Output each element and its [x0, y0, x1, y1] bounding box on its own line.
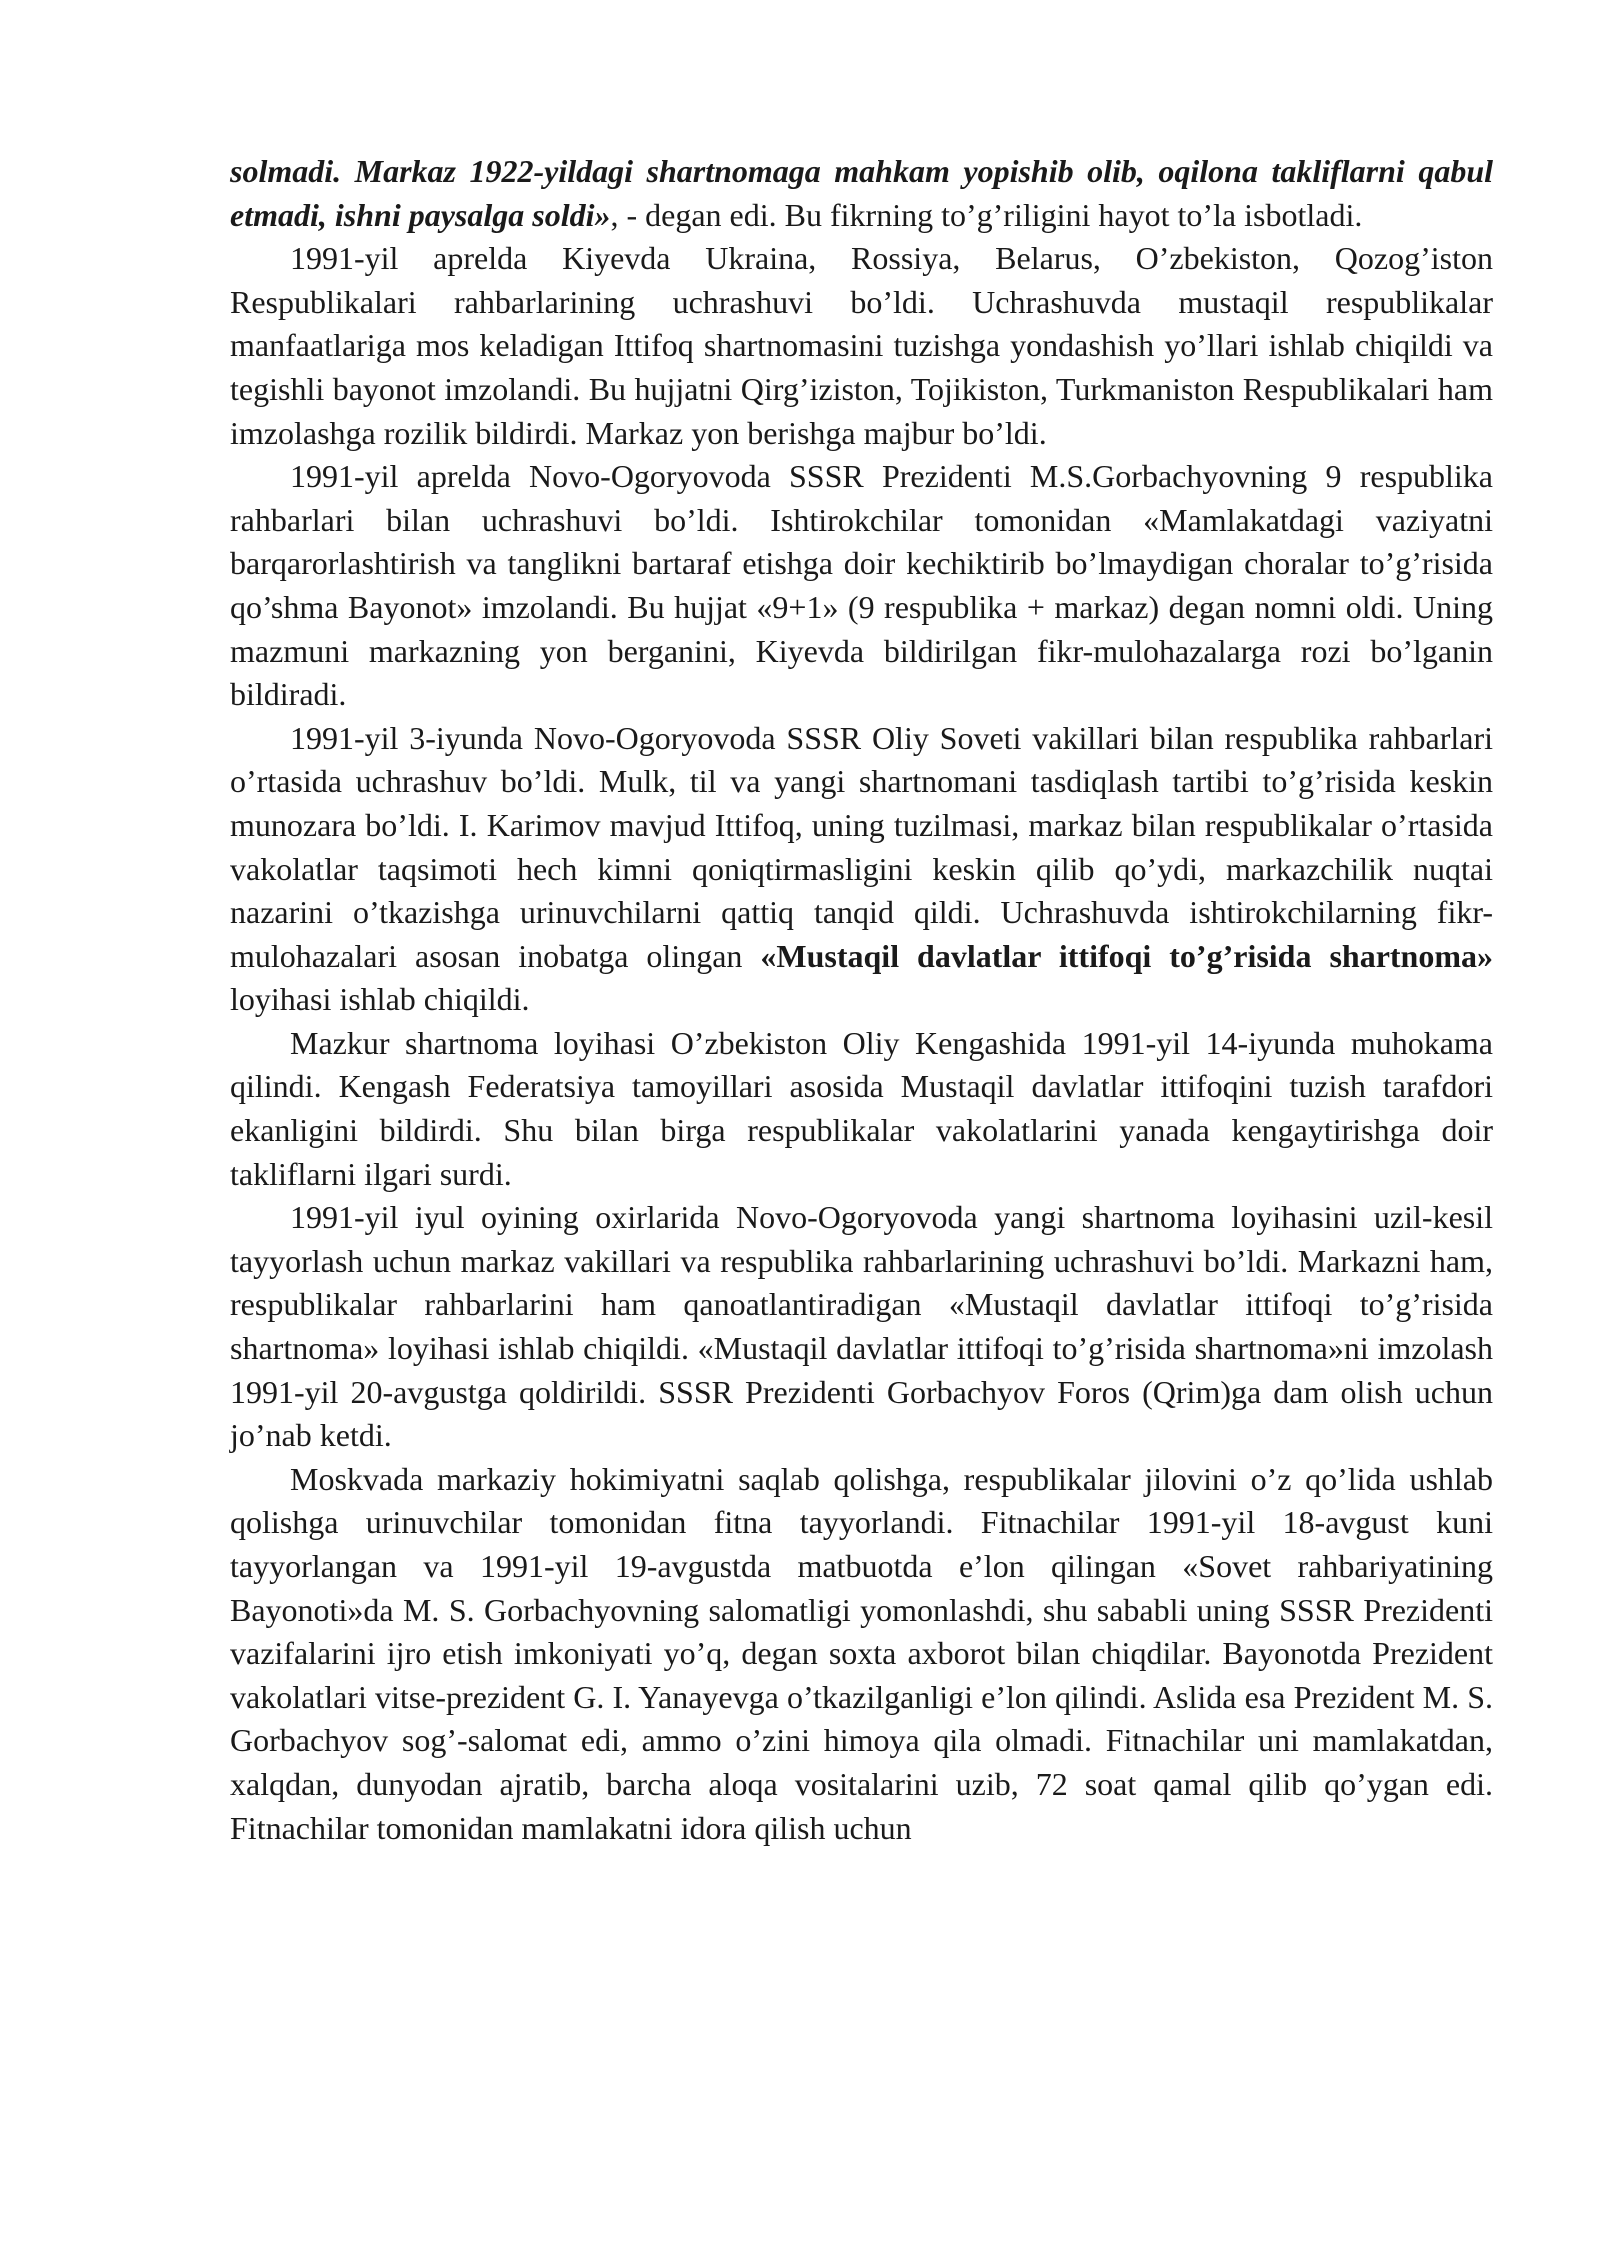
paragraph-5: Mazkur shartnoma loyihasi O’zbekiston Oliy Kengashida 1991-yil 14-iyunda muhokama qilindi. Kengash Federatsiya tamoyillari asosida Mustaqil davlatlar ittifoqini tuzish tarafdori ekanligini bildirdi. Shu bilan birga respublikalar vakolatlarini yanada kengaytirishga doir takliflarni ilgari surdi.	[230, 1024, 1493, 1192]
quote-emphasis: solmadi. Markaz 1922-yildagi shartnomaga mahkam yopishib olib, oqilona takliflarni qabul etmadi, ishni paysalga soldi»	[230, 153, 1493, 233]
paragraph-3: 1991-yil aprelda Novo-Ogoryovoda SSSR Prezidenti M.S.Gorbachyovning 9 respublika rahbarlari bilan uchrashuvi bo’ldi. Ishtirokchilar tomonidan «Mamlakatdagi vaziyatni barqarorlashtirish va tanglikni bartaraf etishga doir kechiktirib bo’lmaydigan choralar to’g’risida qo’shma Bayonot» imzolandi. Bu hujjat «9+1» (9 respublika + markaz) degan nomni oldi. Uning mazmuni markazning yon berganini, Kiyevda bildirilgan fikr-mulohazalarga rozi bo’lganin bildiradi.	[230, 458, 1493, 713]
paragraph-4-text-c: loyihasi ishlab chiqildi.	[230, 981, 530, 1018]
paragraph-4	[230, 717, 1493, 1022]
paragraph-2: 1991-yil aprelda Kiyevda Ukraina, Rossiya, Belarus, O’zbekiston, Qozog’iston Respublikalari rahbarlarining uchrashuvi bo’ldi. Uchrashuvda mustaqil respublikalar manfaatlariga mos keladigan Ittifoq shartnomasini tuzishga yondashish yo’llari ishlab chiqildi va tegishli bayonot imzolandi. Bu hujjatni Qirg’iziston, Tojikiston, Turkmaniston Respublikalari ham imzolashga rozilik bildirdi. Markaz yon berishga majbur bo’ldi.	[230, 240, 1493, 451]
document-page	[230, 150, 1493, 1850]
paragraph-7: Moskvada markaziy hokimiyatni saqlab qolishga, respublikalar jilovini o’z qo’lida ushlab qolishga urinuvchilar tomonidan fitna tayyorlandi. Fitnachilar 1991-yil 18-avgust kuni tayyorlangan va 1991-yil 19-avgustda matbuotda e’lon qilingan «Sovet rahbariyatining Bayonoti»da M. S. Gorbachyovning salomatligi yomonlashdi, shu sababli uning SSSR Prezidenti vazifalarini ijro etish imkoniyati yo’q, degan soxta axborot bilan chiqdilar. Bayonotda Prezident vakolatlari vitse-prezident G. I. Yanayevga o’tkazilganligi e’lon qilindi. Aslida esa Prezident M. S. Gorbachyov sog’-salomat edi, ammo o’zini himoya qila olmadi. Fitnachilar uni mamlakatdan, xalqdan, dunyodan ajratib, barcha aloqa vositalarini uzib, 72 soat qamal qilib qo’ygan edi. Fitnachilar tomonidan mamlakatni idora qilish uchun	[230, 1460, 1493, 1846]
paragraph-4-text-a: 1991-yil 3-iyunda Novo-Ogoryovoda SSSR Oliy Soveti vakillari bilan respublika rahbarlari o’rtasida uchrashuv bo’ldi. Mulk, til va yangi shartnomani tasdiqlash tartibi to’g’risida keskin munozara bo’ldi. I. Karimov mavjud Ittifoq, uning tuzilmasi, markaz bilan respublikalar o’rtasida vakolatlar taqsimoti hech kimni qoniqtirmasligini keskin qilib qo’ydi, markazchilik nuqtai nazarini o’tkazishga urinuvchilarni qattiq tanqid qildi. Uchrashuvda ishtirokchilarning fikr-mulohazalari asosan inobatga olingan	[230, 719, 1493, 974]
paragraph-1	[230, 150, 1493, 237]
paragraph-6: 1991-yil iyul oyining oxirlarida Novo-Ogoryovoda yangi shartnoma loyihasini uzil-kesil tayyorlash uchun markaz vakillari va respublika rahbarlarining uchrashuvi bo’ldi. Markazni ham, respublikalar rahbarlarini ham qanoatlantiradigan «Mustaqil davlatlar ittifoqi to’g’risida shartnoma» loyihasi ishlab chiqildi. «Mustaqil davlatlar ittifoqi to’g’risida shartnoma»ni imzolash 1991-yil 20-avgustga qoldirildi. SSSR Prezidenti Gorbachyov Foros (Qrim)ga dam olish uchun jo’nab ketdi.	[230, 1199, 1493, 1454]
paragraph-1-text: , - degan edi. Bu fikrning to’g’riligini hayot to’la isbotladi.	[610, 196, 1363, 233]
treaty-title-bold: «Mustaqil davlatlar ittifoqi to’g’risida shartnoma»	[760, 937, 1494, 974]
